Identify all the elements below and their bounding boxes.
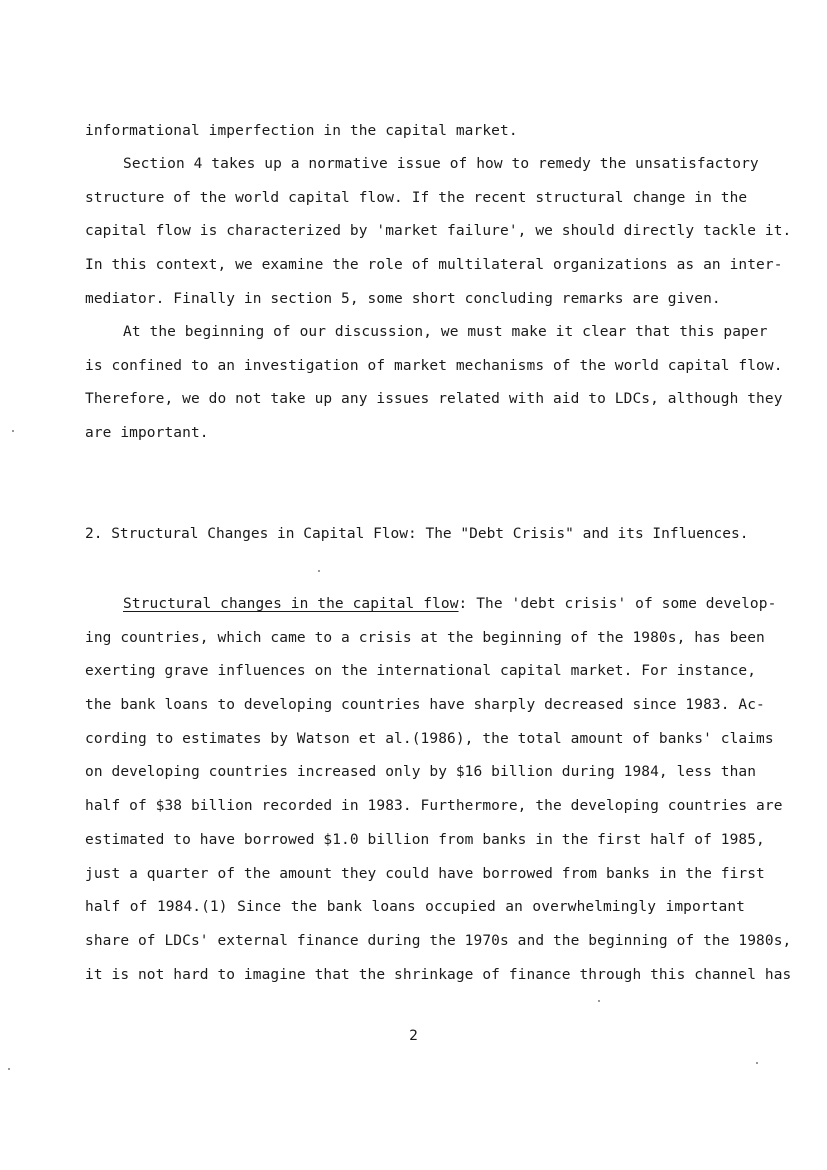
text-line: is confined to an investigation of market mechanisms of the world capital flow.	[85, 357, 783, 374]
paragraph-3	[85, 316, 783, 451]
scan-speck	[318, 570, 320, 572]
scan-speck	[8, 1068, 10, 1070]
text-line: capital flow is characterized by 'market failure', we should directly tackle it.	[85, 223, 792, 240]
text-line: estimated to have borrowed $1.0 billion from banks in the first half of 1985,	[85, 831, 765, 848]
text-line-lead	[85, 588, 777, 622]
paragraph-2	[85, 148, 792, 316]
scan-speck	[598, 1000, 600, 1002]
section-heading: 2. Structural Changes in Capital Flow: The "Debt Crisis" and its Influences.	[85, 526, 749, 542]
text-line: mediator. Finally in section 5, some short concluding remarks are given.	[85, 290, 721, 307]
page-number: 2	[409, 1028, 418, 1044]
text-line: cording to estimates by Watson et al.(1986), the total amount of banks' claims	[85, 730, 774, 747]
text-line: In this context, we examine the role of multilateral organizations as an inter-	[85, 257, 783, 274]
text-line: Section 4 takes up a normative issue of how to remedy the unsatisfactory	[123, 156, 759, 172]
text-line: are important.	[85, 425, 209, 442]
scan-speck	[12, 430, 14, 432]
text-line: At the beginning of our discussion, we must make it clear that this paper	[123, 324, 768, 340]
text-line: Therefore, we do not take up any issues related with aid to LDCs, although they	[85, 391, 783, 408]
text-line: exerting grave influences on the international capital market. For instance,	[85, 663, 757, 680]
text-line: on developing countries increased only by $16 billion during 1984, less than	[85, 764, 757, 781]
underlined-run-in-heading: Structural changes in the capital flow	[123, 596, 459, 612]
text-line: the bank loans to developing countries have sharply decreased since 1983. Ac-	[85, 697, 765, 714]
text-line: structure of the world capital flow. If the recent structural change in the	[85, 189, 748, 206]
text-line: share of LDCs' external finance during the 1970s and the beginning of the 1980s,	[85, 932, 792, 949]
paragraph-4	[85, 588, 792, 992]
scan-speck	[756, 1062, 758, 1064]
text-line: half of $38 billion recorded in 1983. Furthermore, the developing countries are	[85, 798, 783, 815]
text-line: half of 1984.(1) Since the bank loans occupied an overwhelmingly important	[85, 899, 745, 916]
paragraph-1	[85, 115, 745, 149]
text-line: ing countries, which came to a crisis at the beginning of the 1980s, has been	[85, 629, 765, 646]
text-line: just a quarter of the amount they could have borrowed from banks in the first	[85, 865, 765, 882]
text-line: it is not hard to imagine that the shrinkage of finance through this channel has	[85, 966, 792, 983]
text-line: informational imperfection in the capital market.	[85, 123, 518, 139]
lead-text: : The 'debt crisis' of some develop-	[458, 596, 777, 612]
